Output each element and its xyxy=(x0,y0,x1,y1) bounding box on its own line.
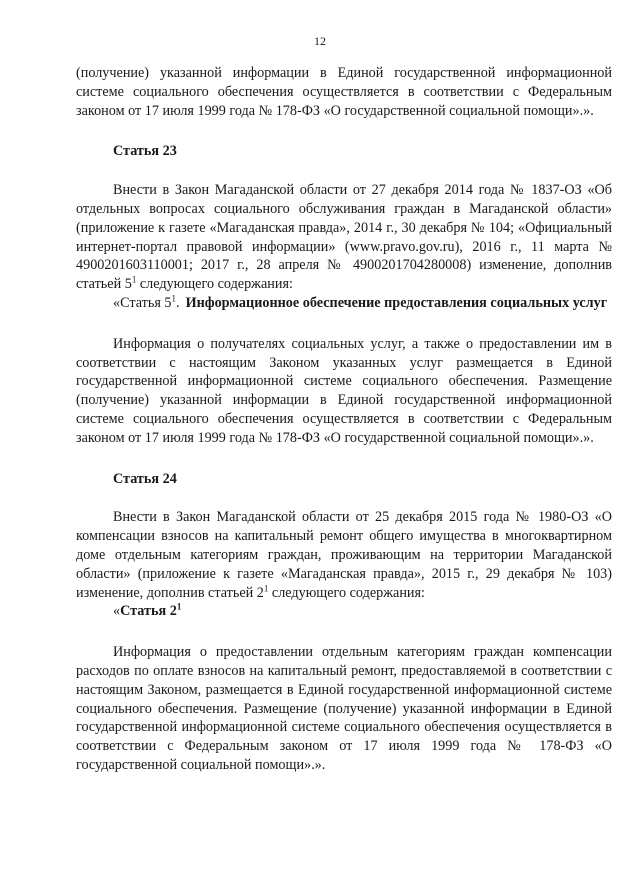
article-5-1-text: Информация о получателях социальных услуг, а также о предоставлении им в соответствии с настоящим Законом указанных услуг размещается в Единой государственной информационной системе социального обеспечения. Размещение (получение) указанной информации в Единой государственной информационной системе социального обеспечения осуществляется в соответствии с Федеральным законом от 17 июля 1999 года № 178-ФЗ «О государственной социальной помощи».». xyxy=(76,335,612,446)
article-24-amendment-body: Внести в Закон Магаданской области от 25 декабря 2015 года № 1980-ОЗ «О компенсации взносов на капитальный ремонт общего имущества в многоквартирном доме отдельным категориям граждан, проживающим на территории Магаданской области» (приложение к газете «Магаданская правда», 2015 г., 29 декабря № 103) изменение, дополнив статьей 2 xyxy=(76,509,612,601)
article-23-heading: Статья 23 xyxy=(113,143,177,160)
article-24-amendment-tail: следующего содержания: xyxy=(268,584,425,601)
article-2-1-lead-sup: 1 xyxy=(176,601,182,612)
article-5-1-lead-sup: 1 xyxy=(171,293,177,304)
article-5-1-lead xyxy=(113,294,186,313)
spacer xyxy=(76,488,612,508)
article-24-amendment-sup: 1 xyxy=(263,582,269,593)
article-23-amendment-text xyxy=(76,181,612,294)
spacer xyxy=(76,448,612,470)
article-2-1-quote: « xyxy=(113,603,121,620)
article-24-amendment-text xyxy=(76,508,612,602)
article-23-amendment-sup: 1 xyxy=(131,274,137,285)
spacer xyxy=(76,161,612,181)
intro-paragraph: (получение) указанной информации в Единой государственной информационной системе социального обеспечения осуществляется в соответствии с Федеральным законом от 17 июля 1999 года № 178-ФЗ «О государственной социальной помощи».». xyxy=(76,65,612,119)
spacer xyxy=(76,621,612,643)
article-23-amendment-body: Внести в Закон Магаданской области от 27 декабря 2014 года № 1837-ОЗ «Об отдельных вопросах социального обслуживания граждан в Магаданской области» (приложение к газете «Магаданская правда», 2014 г., 30 декабря № 104; «Официальный интернет-портал правовой информации» (www.pravo.gov.ru), 2016 г., 11 марта № 4900201603110001; 2017 г., 28 апреля № 4900201704280008) изменение, дополнив статьей 5 xyxy=(76,182,612,293)
page-number: 12 xyxy=(314,34,326,48)
article-24-heading: Статья 24 xyxy=(113,470,177,487)
article-2-1-title-block xyxy=(113,602,612,621)
article-5-1-lead-end: . xyxy=(176,294,180,311)
article-2-1-lead: Статья 2 xyxy=(120,603,177,620)
article-5-1-title-block xyxy=(76,294,612,313)
article-23-amendment-tail: следующего содержания: xyxy=(136,276,293,293)
spacer xyxy=(76,120,612,142)
spacer xyxy=(76,313,612,335)
article-5-1-title: Информационное обеспечение предоставления социальных услуг xyxy=(185,294,608,311)
article-5-1-lead-text: «Статья 5 xyxy=(113,294,172,311)
article-2-1-text: Информация о предоставлении отдельным категориям граждан компенсации расходов по оплате взносов на капитальный ремонт, предоставляемой в соответствии с настоящим Законом, размещается в Единой государственной информационной системе социального обеспечения. Размещение (получение) указанной информации в Единой государственной информационной системе социального обеспечения осуществляется в соответствии с Федеральным законом от 17 июля 1999 года № 178-ФЗ «О государственной социальной помощи».». xyxy=(76,644,612,773)
document-body xyxy=(76,64,612,775)
